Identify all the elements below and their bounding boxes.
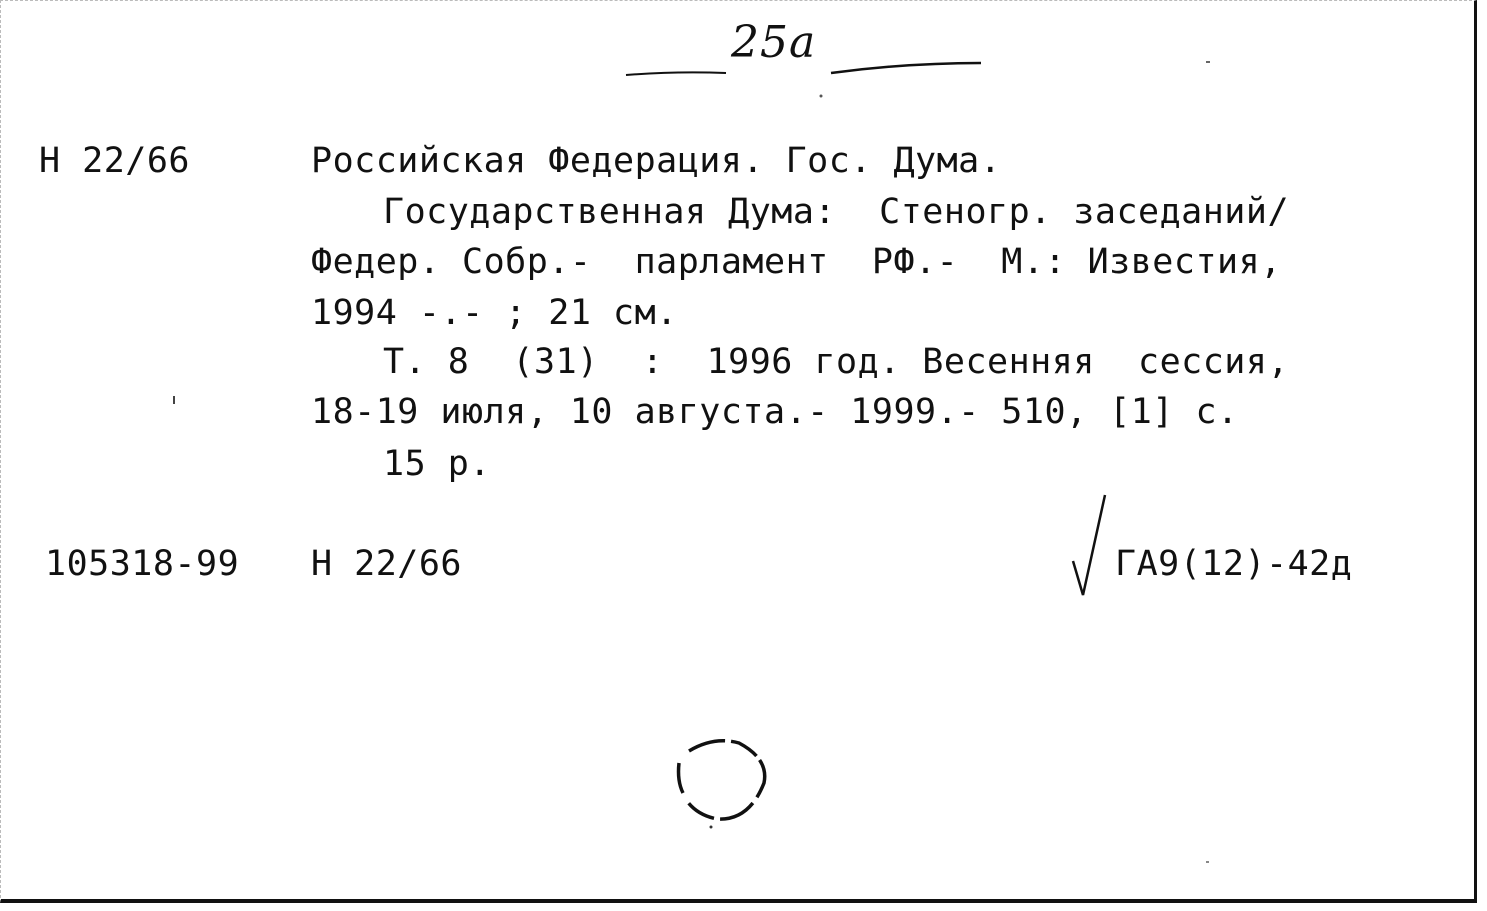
shelf-mark-bottom: Н 22/66 xyxy=(311,544,463,584)
shelf-mark: Н 22/66 xyxy=(39,141,191,181)
handwritten-number: 25а xyxy=(731,17,817,68)
title-line-2: Федер. Собр.- парламент РФ.- М.: Известия, xyxy=(311,242,1282,282)
speck xyxy=(173,396,175,404)
volume-line-2: 18-19 июля, 10 августа.- 1999.- 510, [1] с. xyxy=(311,392,1239,432)
classification-code: ГА9(12)-42д xyxy=(1115,544,1353,584)
speck xyxy=(1206,61,1210,63)
title-line-1: Государственная Дума: Стеногр. заседаний/ xyxy=(383,192,1290,232)
price: 15 р. xyxy=(383,444,491,484)
title-line-3: 1994 -.- ; 21 см. xyxy=(311,293,678,333)
speck xyxy=(1206,861,1209,863)
heading: Российская Федерация. Гос. Дума. xyxy=(311,141,1002,181)
punch-hole-icon xyxy=(669,731,779,831)
inventory-number: 105318-99 xyxy=(45,544,240,584)
checkmark-icon xyxy=(1069,491,1111,601)
volume-line-1: Т. 8 (31) : 1996 год. Весенняя сессия, xyxy=(383,342,1290,382)
